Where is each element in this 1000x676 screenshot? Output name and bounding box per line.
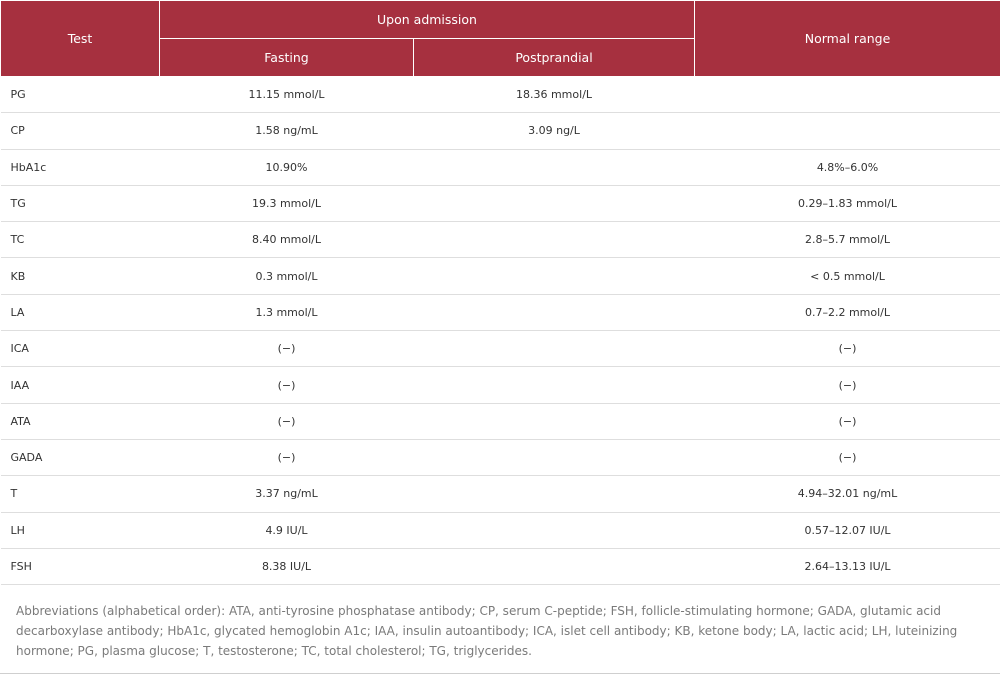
cell-postprandial — [414, 439, 695, 475]
cell-postprandial — [414, 258, 695, 294]
cell-test: ATA — [1, 403, 160, 439]
cell-postprandial — [414, 548, 695, 584]
cell-postprandial — [414, 222, 695, 258]
table-body — [1, 77, 1000, 585]
cell-test: CP — [1, 113, 160, 149]
cell-normal-range — [695, 77, 1000, 113]
cell-test: GADA — [1, 439, 160, 475]
cell-test: HbA1c — [1, 149, 160, 185]
table-row — [1, 258, 1000, 294]
cell-postprandial — [414, 512, 695, 548]
cell-test: PG — [1, 77, 160, 113]
table-row — [1, 77, 1000, 113]
cell-fasting: 1.3 mmol/L — [160, 294, 414, 330]
cell-normal-range: 0.57–12.07 IU/L — [695, 512, 1000, 548]
cell-test: TC — [1, 222, 160, 258]
cell-test: T — [1, 476, 160, 512]
cell-test: LA — [1, 294, 160, 330]
cell-fasting: 19.3 mmol/L — [160, 185, 414, 221]
table-row — [1, 149, 1000, 185]
table-row — [1, 367, 1000, 403]
abbreviations-footnote: Abbreviations (alphabetical order): ATA, anti-tyrosine phosphatase antibody; CP, serum C-peptide; FSH, follicle-stimulating hormone; GADA, glutamic acid decarboxylase antibody; HbA1c, glycated hemoglobin A1c; IAA, insulin autoantibody; ICA, islet cell antibody; KB, ketone body; LA, lactic acid; LH, luteinizing hormone; PG, plasma glucose; T, testosterone; TC, total cholesterol; TG, triglycerides. — [0, 588, 1000, 674]
cell-normal-range: 2.64–13.13 IU/L — [695, 548, 1000, 584]
table-row — [1, 439, 1000, 475]
cell-normal-range: 4.8%–6.0% — [695, 149, 1000, 185]
cell-fasting: 10.90% — [160, 149, 414, 185]
header-test: Test — [1, 1, 160, 77]
cell-normal-range: 0.7–2.2 mmol/L — [695, 294, 1000, 330]
header-fasting: Fasting — [160, 39, 414, 77]
cell-test: ICA — [1, 331, 160, 367]
cell-normal-range: < 0.5 mmol/L — [695, 258, 1000, 294]
cell-fasting: (−) — [160, 439, 414, 475]
header-row-1 — [1, 1, 1000, 39]
cell-fasting: 4.9 IU/L — [160, 512, 414, 548]
cell-postprandial — [414, 331, 695, 367]
header-normal-range: Normal range — [695, 1, 1000, 77]
table-row — [1, 294, 1000, 330]
table-row — [1, 222, 1000, 258]
header-upon-admission: Upon admission — [160, 1, 695, 39]
cell-test: KB — [1, 258, 160, 294]
cell-postprandial — [414, 149, 695, 185]
cell-fasting: 0.3 mmol/L — [160, 258, 414, 294]
cell-test: TG — [1, 185, 160, 221]
cell-normal-range: (−) — [695, 403, 1000, 439]
cell-postprandial — [414, 185, 695, 221]
cell-normal-range: (−) — [695, 331, 1000, 367]
cell-postprandial — [414, 294, 695, 330]
table-row — [1, 331, 1000, 367]
cell-postprandial — [414, 403, 695, 439]
cell-postprandial — [414, 367, 695, 403]
cell-test: FSH — [1, 548, 160, 584]
cell-normal-range: (−) — [695, 367, 1000, 403]
table-row — [1, 512, 1000, 548]
table-row — [1, 403, 1000, 439]
table-header — [1, 1, 1000, 77]
cell-normal-range: 2.8–5.7 mmol/L — [695, 222, 1000, 258]
cell-fasting: 8.40 mmol/L — [160, 222, 414, 258]
header-postprandial: Postprandial — [414, 39, 695, 77]
cell-normal-range: 4.94–32.01 ng/mL — [695, 476, 1000, 512]
cell-fasting: (−) — [160, 331, 414, 367]
cell-fasting: 3.37 ng/mL — [160, 476, 414, 512]
cell-fasting: 11.15 mmol/L — [160, 77, 414, 113]
cell-postprandial: 3.09 ng/L — [414, 113, 695, 149]
cell-fasting: 1.58 ng/mL — [160, 113, 414, 149]
table-row — [1, 548, 1000, 584]
cell-normal-range: (−) — [695, 439, 1000, 475]
cell-test: IAA — [1, 367, 160, 403]
table-row — [1, 113, 1000, 149]
cell-fasting: (−) — [160, 367, 414, 403]
cell-fasting: (−) — [160, 403, 414, 439]
cell-postprandial: 18.36 mmol/L — [414, 77, 695, 113]
cell-normal-range: 0.29–1.83 mmol/L — [695, 185, 1000, 221]
table-row — [1, 476, 1000, 512]
cell-test: LH — [1, 512, 160, 548]
cell-normal-range — [695, 113, 1000, 149]
cell-fasting: 8.38 IU/L — [160, 548, 414, 584]
cell-postprandial — [414, 476, 695, 512]
table-row — [1, 185, 1000, 221]
